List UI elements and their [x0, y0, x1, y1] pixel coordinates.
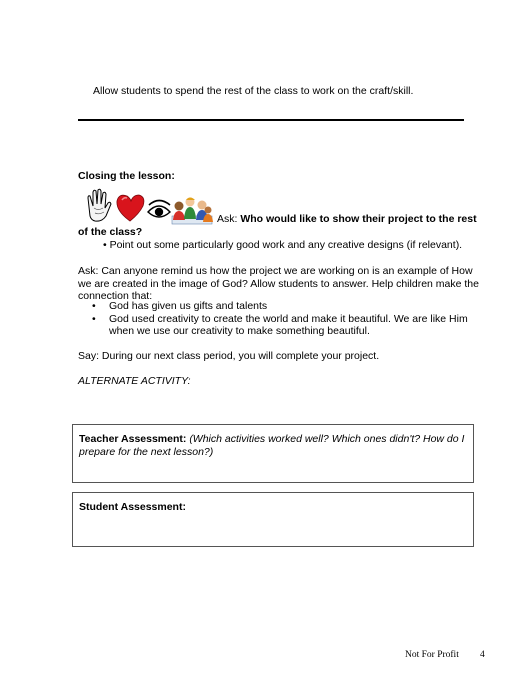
student-assessment-box[interactable] [72, 492, 474, 547]
ask-question-1 [78, 213, 478, 239]
ask2-line3: connection that: [78, 290, 153, 302]
ask-question-part1: Who would like to show their project to the rest [240, 213, 477, 225]
ask2-line2: we are created in the image of God? Allow students to answer. Help children make the [78, 277, 479, 290]
bullet-icon: • [92, 312, 96, 325]
list-item [92, 300, 482, 313]
teacher-assessment-box[interactable] [72, 424, 474, 483]
section-heading: Closing the lesson: [78, 170, 175, 182]
ask-label: Ask: [217, 213, 241, 225]
list-item [92, 313, 482, 338]
point-out-note: • Point out some particularly good work and any creative designs (if relevant). [103, 239, 463, 251]
ask2-line1: Ask: Can anyone remind us how the project we are working on is an example of How [78, 265, 473, 277]
horizontal-rule [78, 119, 464, 121]
teacher-assessment-prompt: (Which activities worked well? Which ones didn't? How do I prepare for the next lesson?) [79, 433, 465, 458]
teacher-assessment-label: Teacher Assessment: [79, 433, 187, 445]
alternate-activity: ALTERNATE ACTIVITY: [78, 375, 191, 387]
connection-list [92, 300, 482, 338]
bullet-icon: • [92, 300, 96, 312]
say-instruction: Say: During our next class period, you will complete your project. [78, 350, 380, 362]
ask-question-part2: of the class? [78, 226, 143, 238]
footer-text: Not For Profit [405, 650, 459, 660]
student-assessment-label: Student Assessment: [79, 501, 186, 513]
page-number: 4 [480, 650, 485, 660]
list-item-text: God has given us gifts and talents [109, 300, 268, 312]
ask-question-2 [78, 265, 480, 303]
list-item-text: God used creativity to create the world and make it beautiful. We are like Him when we use our creativity to make something beautiful. [109, 312, 468, 337]
intro-text: Allow students to spend the rest of the class to work on the craft/skill. [93, 85, 414, 97]
